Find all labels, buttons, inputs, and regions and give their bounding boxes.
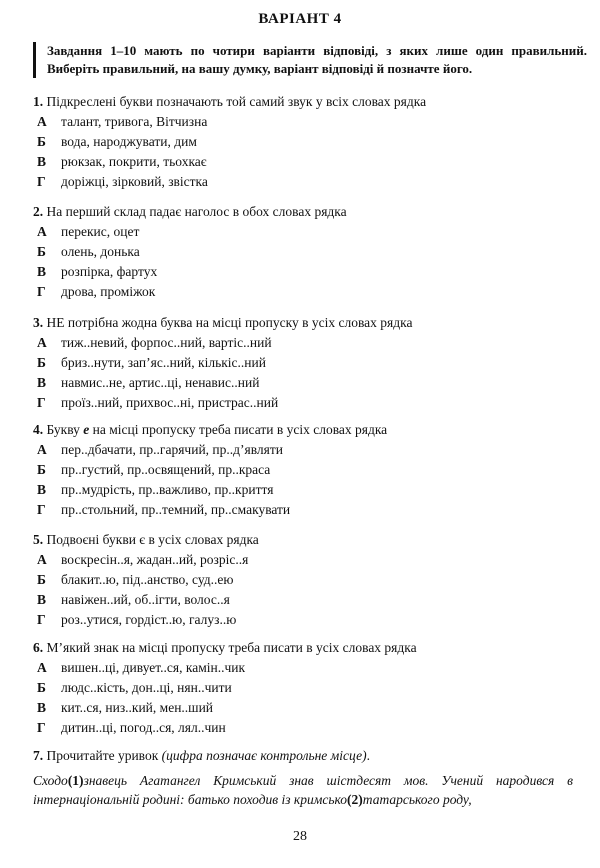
- option-letter: Б: [37, 244, 46, 259]
- option-letter: Г: [37, 284, 46, 299]
- answer-option-h[interactable]: [33, 500, 573, 520]
- question-text: НЕ потрібна жодна буква на місці пропуску в усіх словах рядка: [46, 315, 413, 330]
- answer-option-v[interactable]: [33, 480, 573, 500]
- question-7: [33, 746, 573, 766]
- option-letter: В: [37, 264, 47, 279]
- option-letter: Г: [37, 502, 46, 517]
- option-text: навмис..не, артис..ці, ненавис..ний: [61, 375, 260, 390]
- question-6: [33, 638, 573, 738]
- instruction-text: Завдання 1–10 мають по чотири варіанти відповіді, з яких лише один правильний. Виберіть правильний, на вашу думку, варіант відповіді й позначте його.: [33, 42, 587, 78]
- option-text: вишен..ці, дивует..ся, камін..чик: [61, 660, 246, 675]
- reading-passage: [33, 771, 573, 809]
- option-letter: А: [37, 335, 47, 350]
- answer-option-b[interactable]: [33, 132, 573, 152]
- question-5: [33, 530, 573, 630]
- answer-option-v[interactable]: [33, 698, 573, 718]
- option-text: проїз..ний, прихвос..ні, пристрас..ний: [61, 395, 279, 410]
- answer-option-h[interactable]: [33, 718, 573, 738]
- question-number: 1.: [33, 94, 44, 109]
- question-note: (цифра позначає контрольне місце): [161, 748, 367, 763]
- answer-option-v[interactable]: [33, 373, 573, 393]
- option-letter: В: [37, 154, 47, 169]
- answer-option-b[interactable]: [33, 353, 573, 373]
- question-2: [33, 202, 573, 302]
- question-number: 5.: [33, 532, 44, 547]
- question-text: Підкреслені букви позначають той самий звук у всіх словах рядка: [46, 94, 427, 109]
- option-letter: Б: [37, 572, 46, 587]
- question-text-after: на місці пропуску треба писати в усіх словах рядка: [89, 422, 388, 437]
- option-text: дитин..ці, погод..ся, лял..чин: [61, 720, 226, 735]
- option-letter: Г: [37, 612, 46, 627]
- option-text: блакит..ю, під..анство, суд..ею: [61, 572, 234, 587]
- question-number: 2.: [33, 204, 44, 219]
- control-mark-2: (2): [347, 792, 363, 807]
- question-number: 4.: [33, 422, 44, 437]
- option-text: людс..кість, дон..ці, нян..чити: [61, 680, 232, 695]
- question-text-before: Букву: [46, 422, 84, 437]
- question-number: 7.: [33, 748, 44, 763]
- answer-option-a[interactable]: [33, 112, 573, 132]
- question-1: [33, 92, 573, 192]
- option-text: доріжці, зірковий, звістка: [61, 174, 208, 189]
- option-letter: Б: [37, 680, 46, 695]
- option-text: тиж..невий, форпос..ний, вартіс..ний: [61, 335, 272, 350]
- answer-option-b[interactable]: [33, 242, 573, 262]
- option-text: вода, народжувати, дим: [61, 134, 197, 149]
- option-letter: В: [37, 375, 47, 390]
- question-text: Подвоєні букви є в усіх словах рядка: [46, 532, 259, 547]
- option-letter: Г: [37, 720, 46, 735]
- answer-option-h[interactable]: [33, 282, 573, 302]
- question-stem: [33, 202, 573, 222]
- option-letter: В: [37, 700, 47, 715]
- option-text: кит..ся, низ..кий, мен..ший: [61, 700, 214, 715]
- answer-option-a[interactable]: [33, 658, 573, 678]
- option-letter: Г: [37, 395, 46, 410]
- option-text: пер..дбачати, пр..гарячий, пр..д’являти: [61, 442, 283, 457]
- question-number: 3.: [33, 315, 44, 330]
- question-stem: [33, 530, 573, 550]
- answer-option-h[interactable]: [33, 172, 573, 192]
- option-text: воскресін..я, жадан..ий, розріс..я: [61, 552, 249, 567]
- option-letter: А: [37, 442, 47, 457]
- option-text: навіжен..ий, об..ігти, волос..я: [61, 592, 230, 607]
- question-number: 6.: [33, 640, 44, 655]
- option-text: рюкзак, покрити, тьохкає: [61, 154, 207, 169]
- page-number: 28: [293, 829, 307, 844]
- option-text: розпірка, фартух: [61, 264, 158, 279]
- question-end: .: [366, 748, 370, 763]
- question-4: [33, 420, 573, 520]
- question-stem: [33, 638, 573, 658]
- option-text: бриз..нути, зап’яс..ний, кількіс..ний: [61, 355, 266, 370]
- answer-option-b[interactable]: [33, 678, 573, 698]
- passage-text: знавець Агатангел Кримський знав шістдесят мов. Учений народився в інтернаціональній родині: батько походив із кримсько: [33, 773, 573, 807]
- question-stem: [33, 746, 573, 766]
- answer-option-b[interactable]: [33, 460, 573, 480]
- passage-text: татарського роду,: [362, 792, 472, 807]
- answer-option-v[interactable]: [33, 262, 573, 282]
- question-3: [33, 313, 573, 413]
- option-text: олень, донька: [61, 244, 140, 259]
- option-text: пр..густий, пр..освящений, пр..краса: [61, 462, 271, 477]
- option-text: пр..мудрість, пр..важливо, пр..криття: [61, 482, 274, 497]
- option-text: дрова, проміжок: [61, 284, 156, 299]
- option-letter: А: [37, 660, 47, 675]
- answer-option-h[interactable]: [33, 610, 573, 630]
- option-letter: Б: [37, 355, 46, 370]
- answer-option-v[interactable]: [33, 590, 573, 610]
- answer-option-a[interactable]: [33, 550, 573, 570]
- passage-text: Сходо: [33, 773, 68, 788]
- question-text: М’який знак на місці пропуску треба писати в усіх словах рядка: [46, 640, 417, 655]
- option-letter: А: [37, 552, 47, 567]
- answer-option-a[interactable]: [33, 440, 573, 460]
- question-stem: [33, 313, 573, 333]
- answer-option-v[interactable]: [33, 152, 573, 172]
- control-mark-1: (1): [67, 773, 84, 788]
- answer-option-h[interactable]: [33, 393, 573, 413]
- answer-option-b[interactable]: [33, 570, 573, 590]
- option-text: роз..утися, гордіст..ю, галуз..ю: [61, 612, 237, 627]
- question-emphasis-letter: е: [83, 422, 90, 437]
- option-letter: Б: [37, 462, 46, 477]
- answer-option-a[interactable]: [33, 222, 573, 242]
- option-letter: А: [37, 224, 47, 239]
- page-title: ВАРІАНТ 4: [258, 11, 342, 27]
- question-stem: [33, 92, 573, 112]
- option-letter: А: [37, 114, 47, 129]
- option-letter: Б: [37, 134, 46, 149]
- question-stem: [33, 420, 573, 440]
- option-text: пр..стольний, пр..темний, пр..смакувати: [61, 502, 291, 517]
- question-text: На перший склад падає наголос в обох словах рядка: [46, 204, 347, 219]
- option-text: перекис, оцет: [61, 224, 140, 239]
- option-letter: В: [37, 592, 47, 607]
- option-letter: Г: [37, 174, 46, 189]
- option-letter: В: [37, 482, 47, 497]
- question-text: Прочитайте уривок: [46, 748, 159, 763]
- answer-option-a[interactable]: [33, 333, 573, 353]
- option-text: талант, тривога, Вітчизна: [61, 114, 208, 129]
